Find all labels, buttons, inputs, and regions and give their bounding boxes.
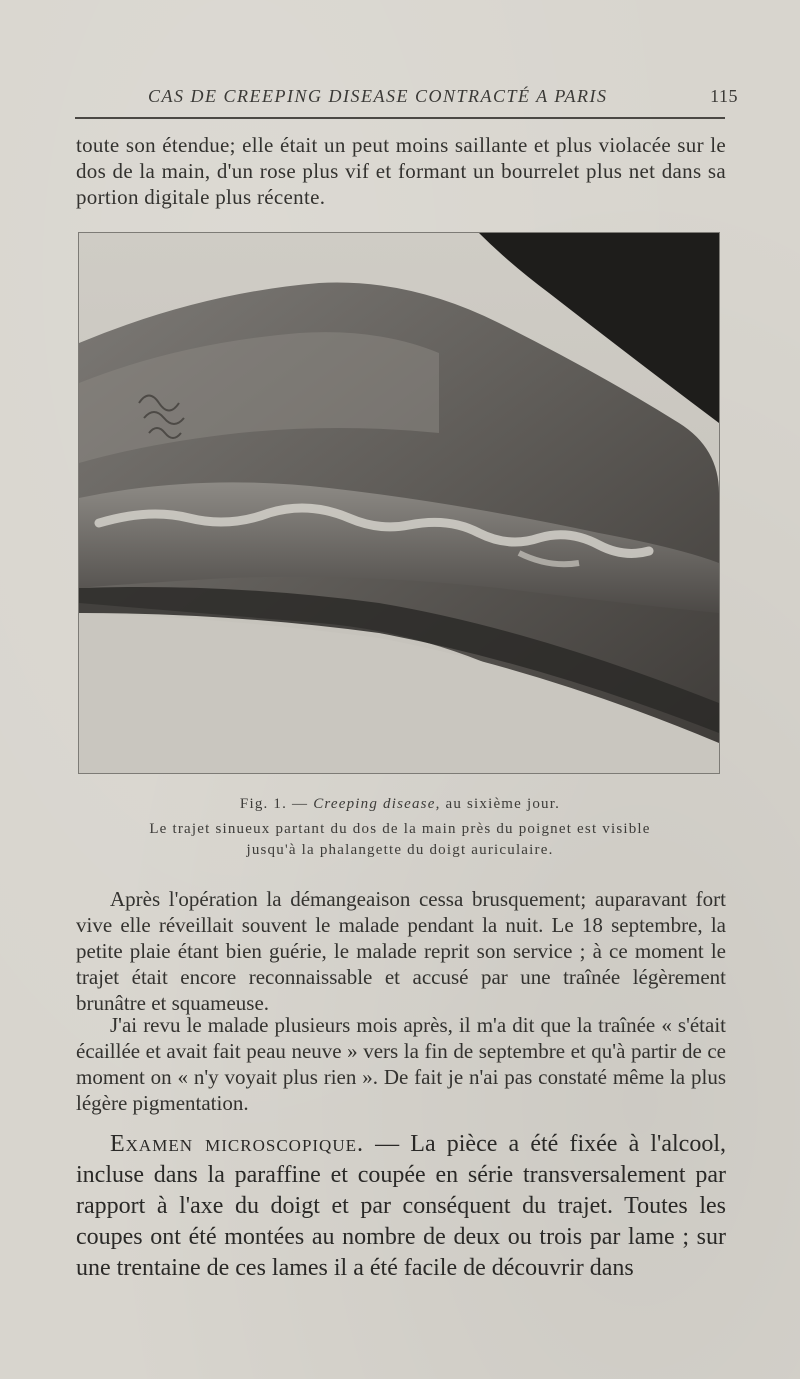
paragraph-2-text: Après l'opération la démangeaison cessa brusquement; auparavant fort vive elle réveillait souvent le malade pendant la nuit. Le 18 septembre, la petite plaie étant bien guérie, le malade reprit son service ; à ce moment le trajet était encore reconnaissable et accusé par une traînée légèrement brunâtre et squameuse. — [76, 887, 726, 1015]
figure-title-rest: au sixième jour. — [445, 796, 561, 812]
hand-photograph — [78, 232, 720, 774]
running-title: CAS DE CREEPING DISEASE CONTRACTÉ A PARIS — [148, 86, 608, 106]
paragraph-3-text: J'ai revu le malade plusieurs mois après, il m'a dit que la traînée « s'était écaillée et avait fait peau neuve » vers la fin de septembre et qu'à partir de ce moment on « n'y voyait plus rien ». De fait je n'ai pas constaté même la plus légère pigmentation. — [76, 1013, 726, 1115]
figure-label: Fig. 1. — — [239, 796, 309, 812]
hand-photograph-icon — [79, 233, 719, 773]
figure-title: Creeping disease, — [313, 796, 441, 812]
paragraph-3 — [76, 1012, 726, 1116]
section-heading: Examen microscopique. — [110, 1131, 364, 1157]
figure-caption-line-1 — [120, 794, 680, 814]
paragraph-4 — [76, 1129, 726, 1284]
paragraph-1: toute son étendue; elle était un peut moins saillante et plus violacée sur le dos de la main, d'un rose plus vif et formant un bourrelet plus net dans sa portion digitale plus récente. — [76, 133, 726, 209]
figure-caption-line-2: Le trajet sinueux partant du dos de la main près du poignet est visible — [149, 821, 651, 837]
figure-caption-line-3: jusqu'à la phalangette du doigt auriculaire. — [246, 842, 554, 858]
paragraph-2 — [76, 886, 726, 1016]
paragraph-4-text: — La pièce a été fixée à l'alcool, incluse dans la paraffine et coupée en série transversalement par rapport à l'axe du doigt et par conséquent du trajet. Toutes les coupes ont été montées au nombre de deux ou trois par lame ; sur une trentaine de ces lames il a été facile de découvrir dans — [76, 1131, 727, 1281]
header-rule — [75, 117, 725, 119]
page-number: 115 — [710, 86, 738, 106]
